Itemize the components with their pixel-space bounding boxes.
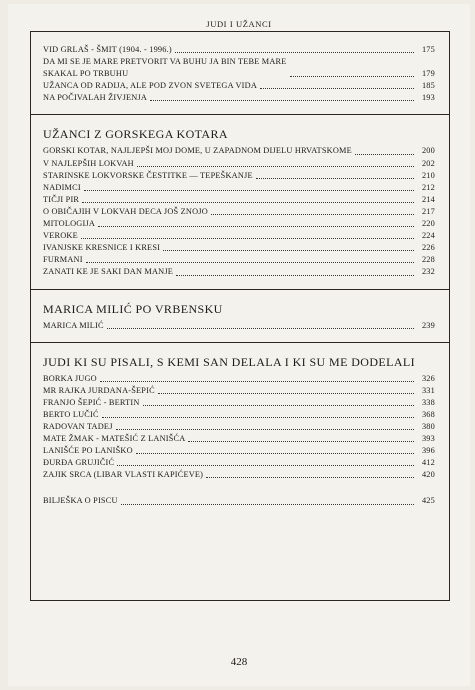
leader-dots [175,52,414,53]
toc-entry-page: 226 [421,243,435,253]
toc-entry-page: 425 [421,496,435,506]
leader-dots [143,405,414,406]
toc-entry [43,433,435,445]
leader-dots [158,393,414,394]
toc-entry [43,495,435,507]
toc-entry-page: 380 [421,421,435,431]
toc-entry-page: 326 [421,373,435,383]
toc-entry-title: GORSKI KOTAR, NAJLJEPŠI MOJ DOME, U ZAPADNOM DIJELU HRVATSKOME [43,146,352,156]
toc-entry [43,242,435,254]
section-title-gorski-kotar: UŽANCI Z GORSKEGA KOTARA [43,127,228,142]
leader-dots [107,328,414,329]
toc-entry [43,170,435,182]
toc-entry-title: FRANJO ŠEPIĆ - BERTIN [43,397,140,407]
toc-entry [43,80,435,92]
toc-entry-page: 412 [421,458,435,468]
leader-dots [176,275,414,276]
toc-entry-title: UŽANCA OD RADIJA, ALE POD ZVON SVETEGA VIDA [43,81,258,91]
toc-entry-page: 224 [421,231,435,241]
toc-entry-page: 214 [421,194,435,204]
section-title-marica-milic: MARICA MILIĆ PO VRBENSKU [43,301,223,316]
group-2 [43,145,435,278]
toc-entry-title: BILJEŠKA O PISCU [43,496,118,506]
toc-entry-page: 202 [421,158,435,168]
toc-entry-title: MR RAJKA JURDANA-ŠEPIĆ [43,385,155,395]
leader-dots [150,100,414,101]
page-number: 428 [230,656,248,668]
toc-entry [43,397,435,409]
running-head: JUDI I UŽANCI [206,19,272,29]
toc-entry-title: RADOVAN TADEJ [43,421,113,431]
toc-entry-page: 212 [421,182,435,192]
toc-entry-title: ZANATI KE JE SAKI DAN MANJE [43,267,174,277]
toc-entry [43,320,435,332]
toc-entry [43,421,435,433]
leader-dots [84,190,414,191]
toc-entry [43,373,435,385]
toc-entry-title: V NAJLEPŠIH LOKVAH [43,158,134,168]
toc-entry-title: VEROKE [43,231,78,241]
toc-entry-title: MATE ŽMAK - MATEŠIĆ Z LANIŠĆA [43,434,186,444]
group-4 [43,373,435,482]
toc-entry-page: 193 [421,93,435,103]
leader-dots [136,453,414,454]
toc-entry-page: 232 [421,267,435,277]
leader-dots [102,417,414,418]
toc-entry [43,158,435,170]
toc-entry-title: O OBIČAJIH V LOKVAH DECA JOŠ ZNOJO [43,206,208,216]
toc-entry-title: FURMANI [43,255,83,265]
toc-entry [43,56,435,80]
leader-dots [256,178,414,179]
toc-entry-title: BORKA JUGO [43,373,97,383]
divider [31,114,449,115]
toc-entry [43,469,435,481]
toc-entry [43,457,435,469]
contents-frame [30,31,450,601]
toc-entry-page: 396 [421,446,435,456]
toc-entry-page: 175 [421,45,435,54]
contents-list [43,44,435,508]
toc-entry [43,194,435,206]
toc-entry-page: 239 [421,320,435,330]
toc-entry-title: MITOLOGIJA [43,219,96,229]
toc-entry-title: STARINSKE LOKVORSKE ČESTITKE — TEPEŠKANJE [43,170,253,180]
leader-dots [86,262,414,263]
toc-entry [43,218,435,230]
divider [31,342,449,343]
toc-entry-title: TIČJI PIR [43,194,80,204]
toc-entry [43,445,435,457]
toc-entry-title: MARICA MILIĆ [43,320,104,330]
toc-entry-title: NADIMCI [43,182,81,192]
toc-entry [43,385,435,397]
toc-entry [43,145,435,157]
leader-dots [116,429,414,430]
spacer [43,481,435,495]
group-1 [43,44,435,104]
toc-entry [43,266,435,278]
leader-dots [137,166,414,167]
toc-entry-page: 220 [421,219,435,229]
group-3 [43,320,435,332]
group-5 [43,495,435,507]
toc-entry [43,409,435,421]
toc-entry-page: 217 [421,206,435,216]
leader-dots [260,88,414,89]
toc-entry-page: 185 [421,81,435,91]
toc-entry-page: 179 [421,69,435,79]
toc-entry-page: 420 [421,470,435,480]
toc-entry-title: BERTO LUČIĆ [43,409,99,419]
leader-dots [82,202,414,203]
toc-entry-title: NA POČIVALAH ŽIVJENJA [43,93,148,103]
toc-entry [43,230,435,242]
toc-entry [43,44,435,56]
toc-entry-title: ZAJIK SRCA (LIBAR VLASTI KAPIĆEVE) [43,470,204,480]
toc-entry [43,92,435,104]
leader-dots [117,465,414,466]
toc-entry [43,182,435,194]
leader-dots [211,214,414,215]
leader-dots [121,504,414,505]
divider [31,289,449,290]
leader-dots [100,381,414,382]
leader-dots [163,250,414,251]
leader-dots [188,441,414,442]
book-page [8,4,470,686]
toc-entry [43,254,435,266]
section-title-judi: JUDI KI SU PISALI, S KEMI SAN DELALA I KI SU ME DODELALI [43,354,416,369]
leader-dots [290,76,414,77]
toc-entry-title: IVANJSKE KRESNICE I KRESI [43,243,161,253]
leader-dots [206,477,414,478]
toc-entry-page: 200 [421,146,435,156]
leader-dots [355,154,414,155]
toc-entry-title: ĐURĐA GRUJIČIĆ [43,458,115,468]
leader-dots [81,238,414,239]
toc-entry-page: 393 [421,434,435,444]
toc-entry-title: LANIŠĆE PO LANIŠKO [43,446,133,456]
toc-entry [43,206,435,218]
toc-entry-title: DA MI SE JE MARE PRETVORIT VA BUHU JA BIN TEBE MARE SKAKAL PO TRBUHU [43,57,287,79]
toc-entry-title: VID GRLAŠ - ŠMIT (1904. - 1996.) [43,45,172,54]
toc-entry-page: 368 [421,409,435,419]
leader-dots [98,226,414,227]
toc-entry-page: 331 [421,385,435,395]
toc-entry-page: 338 [421,397,435,407]
toc-entry-page: 228 [421,255,435,265]
toc-entry-page: 210 [421,170,435,180]
